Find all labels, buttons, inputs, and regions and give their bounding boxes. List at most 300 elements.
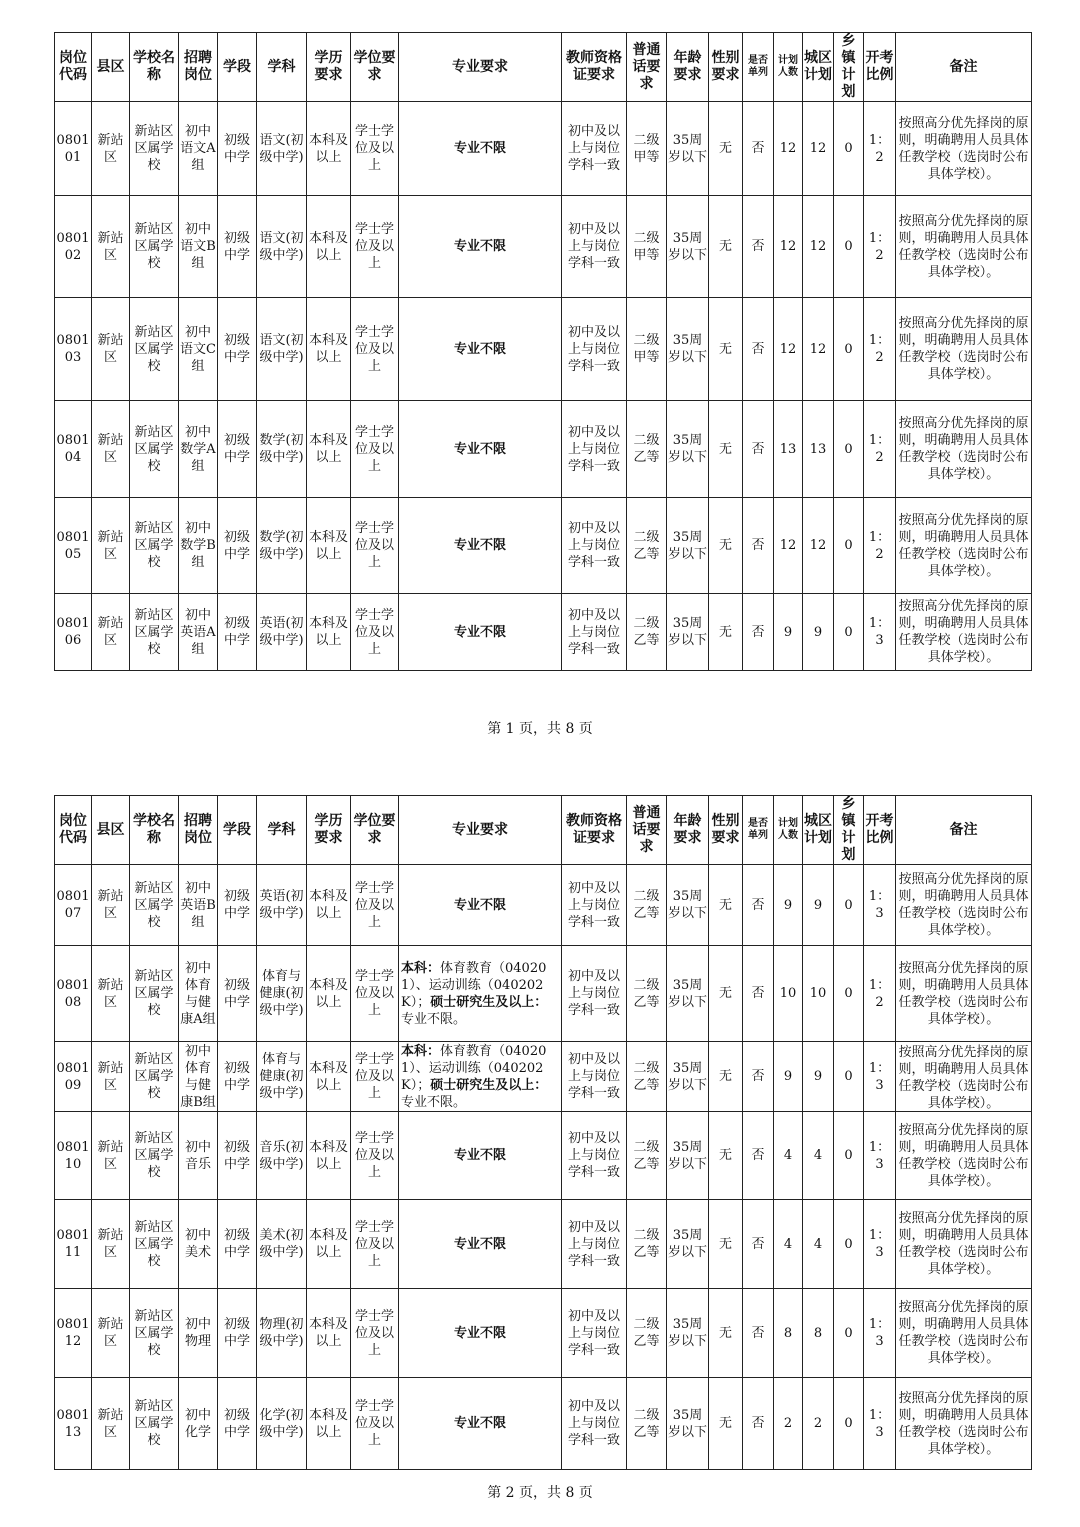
cell-code: 080104 [55, 401, 92, 498]
cell-school: 新站区区属学校 [130, 102, 179, 196]
cell-note [896, 594, 1032, 671]
cell-town: 0 [834, 865, 864, 946]
cell-town: 0 [834, 1200, 864, 1289]
cell-town: 0 [834, 1378, 864, 1470]
page-footer-1: 第 1 页，共 8 页 [487, 721, 593, 737]
table-row [55, 1112, 1032, 1200]
cell-county: 新站区 [92, 1112, 130, 1200]
table-row [55, 298, 1032, 401]
cell-single: 否 [743, 102, 774, 196]
cell-stage: 初级中学 [218, 1112, 257, 1200]
cell-degree: 学士学位及以上 [351, 498, 399, 594]
cell-county: 新站区 [92, 298, 130, 401]
major-major-b: 体育教育（040201）、运动训练（040202K）； [401, 960, 547, 1010]
cell-town: 0 [834, 1042, 864, 1112]
cell-major: 专业不限 [399, 865, 562, 946]
major-major-b: 体育教育（040201）、运动训练（040202K）； [401, 1043, 547, 1093]
note-text: 按照高分优先择岗的原则，明确聘用人员具体任教学校（选岗时公布具体学校）。 [898, 416, 1029, 482]
note-text: 按照高分优先择岗的原则，明确聘用人员具体任教学校（选岗时公布具体学校）。 [898, 599, 1029, 665]
cell-single: 否 [743, 1042, 774, 1112]
cell-stage: 初级中学 [218, 1289, 257, 1378]
table-row [55, 102, 1032, 196]
header-plan: 计划人数 [774, 796, 803, 865]
cell-age: 35周岁以下 [667, 594, 709, 671]
cell-subject: 语文(初级中学) [257, 298, 307, 401]
cell-single: 否 [743, 401, 774, 498]
cell-major: 专业不限 [399, 298, 562, 401]
table-page-2 [54, 795, 1031, 1470]
header-edu: 学历要求 [307, 796, 351, 865]
cell-county: 新站区 [92, 102, 130, 196]
cell-degree: 学士学位及以上 [351, 1200, 399, 1289]
cell-major: 专业不限 [399, 1112, 562, 1200]
cell-mandarin: 二级乙等 [627, 1289, 667, 1378]
note-text: 按照高分优先择岗的原则，明确聘用人员具体任教学校（选岗时公布具体学校）。 [898, 316, 1029, 382]
cell-major: 专业不限 [399, 102, 562, 196]
cell-plan: 12 [774, 102, 803, 196]
header-single: 是否单列 [743, 796, 774, 865]
cell-cert: 初中及以上与岗位学科一致 [562, 1200, 627, 1289]
cell-age: 35周岁以下 [667, 1200, 709, 1289]
cell-stage: 初级中学 [218, 102, 257, 196]
cell-age: 35周岁以下 [667, 102, 709, 196]
cell-single: 否 [743, 946, 774, 1042]
cell-ratio: 1：3 [864, 1289, 896, 1378]
cell-subject: 英语(初级中学) [257, 594, 307, 671]
cell-single: 否 [743, 1200, 774, 1289]
header-mandarin: 普通话要求 [627, 33, 667, 102]
cell-single: 否 [743, 594, 774, 671]
cell-mandarin: 二级乙等 [627, 1378, 667, 1470]
cell-code: 080101 [55, 102, 92, 196]
cell-county: 新站区 [92, 1200, 130, 1289]
cell-ratio: 1：2 [864, 196, 896, 298]
cell-edu: 本科及以上 [307, 865, 351, 946]
cell-gender: 无 [709, 1042, 743, 1112]
note-text: 按照高分优先择岗的原则，明确聘用人员具体任教学校（选岗时公布具体学校）。 [898, 213, 1029, 280]
cell-city: 12 [803, 498, 834, 594]
header-row [55, 33, 1032, 102]
cell-note [896, 401, 1032, 498]
cell-age: 35周岁以下 [667, 1378, 709, 1470]
header-plan: 计划人数 [774, 33, 803, 102]
cell-mandarin: 二级甲等 [627, 196, 667, 298]
cell-town: 0 [834, 594, 864, 671]
cell-post: 初中美术 [179, 1200, 218, 1289]
cell-city: 2 [803, 1378, 834, 1470]
cell-code: 080108 [55, 946, 92, 1042]
cell-subject: 体育与健康(初级中学) [257, 946, 307, 1042]
major-major-a: 本科： [401, 1043, 441, 1059]
cell-age: 35周岁以下 [667, 1042, 709, 1112]
header-edu: 学历要求 [307, 33, 351, 102]
cell-code: 080113 [55, 1378, 92, 1470]
cell-ratio: 1：3 [864, 1378, 896, 1470]
cell-stage: 初级中学 [218, 1200, 257, 1289]
cell-subject: 体育与健康(初级中学) [257, 1042, 307, 1112]
cell-gender: 无 [709, 401, 743, 498]
header-major: 专业要求 [399, 33, 562, 102]
cell-cert: 初中及以上与岗位学科一致 [562, 594, 627, 671]
cell-post: 初中体育与健康A组 [179, 946, 218, 1042]
cell-plan: 8 [774, 1289, 803, 1378]
header-county: 县区 [92, 33, 130, 102]
table-row [55, 946, 1032, 1042]
table-page-1 [54, 32, 1031, 671]
cell-stage: 初级中学 [218, 946, 257, 1042]
cell-mandarin: 二级甲等 [627, 298, 667, 401]
note-text: 按照高分优先择岗的原则，明确聘用人员具体任教学校（选岗时公布具体学校）。 [898, 1122, 1029, 1189]
cell-stage: 初级中学 [218, 498, 257, 594]
cell-mandarin: 二级甲等 [627, 102, 667, 196]
cell-city: 4 [803, 1112, 834, 1200]
note-text: 按照高分优先择岗的原则，明确聘用人员具体任教学校（选岗时公布具体学校）。 [898, 115, 1029, 182]
header-single: 是否单列 [743, 33, 774, 102]
cell-post: 初中语文C组 [179, 298, 218, 401]
cell-school: 新站区区属学校 [130, 1112, 179, 1200]
cell-single: 否 [743, 865, 774, 946]
cell-code: 080103 [55, 298, 92, 401]
header-degree: 学位要求 [351, 796, 399, 865]
cell-plan: 4 [774, 1200, 803, 1289]
cell-ratio: 1：3 [864, 865, 896, 946]
header-note: 备注 [896, 796, 1032, 865]
cell-post: 初中化学 [179, 1378, 218, 1470]
cell-single: 否 [743, 1378, 774, 1470]
cell-post: 初中数学A组 [179, 401, 218, 498]
table-row [55, 1289, 1032, 1378]
cell-city: 4 [803, 1200, 834, 1289]
cell-edu: 本科及以上 [307, 498, 351, 594]
cell-town: 0 [834, 298, 864, 401]
cell-age: 35周岁以下 [667, 865, 709, 946]
cell-major: 专业不限 [399, 594, 562, 671]
cell-mandarin: 二级乙等 [627, 946, 667, 1042]
cell-city: 13 [803, 401, 834, 498]
cell-degree: 学士学位及以上 [351, 298, 399, 401]
cell-plan: 9 [774, 594, 803, 671]
cell-mandarin: 二级乙等 [627, 594, 667, 671]
header-post: 招聘岗位 [179, 33, 218, 102]
cell-cert: 初中及以上与岗位学科一致 [562, 102, 627, 196]
cell-edu: 本科及以上 [307, 1200, 351, 1289]
cell-county: 新站区 [92, 401, 130, 498]
cell-subject: 化学(初级中学) [257, 1378, 307, 1470]
note-text: 按照高分优先择岗的原则，明确聘用人员具体任教学校（选岗时公布具体学校）。 [898, 512, 1029, 579]
cell-degree: 学士学位及以上 [351, 102, 399, 196]
cell-gender: 无 [709, 102, 743, 196]
major-major-d: 专业不限。 [401, 1011, 467, 1027]
cell-ratio: 1：3 [864, 1112, 896, 1200]
cell-mandarin: 二级乙等 [627, 1042, 667, 1112]
cell-gender: 无 [709, 865, 743, 946]
header-county: 县区 [92, 796, 130, 865]
cell-code: 080110 [55, 1112, 92, 1200]
cell-plan: 10 [774, 946, 803, 1042]
cell-subject: 物理(初级中学) [257, 1289, 307, 1378]
cell-cert: 初中及以上与岗位学科一致 [562, 401, 627, 498]
major-major-a: 本科： [401, 960, 441, 976]
cell-mandarin: 二级乙等 [627, 865, 667, 946]
cell-stage: 初级中学 [218, 865, 257, 946]
cell-edu: 本科及以上 [307, 1042, 351, 1112]
cell-subject: 美术(初级中学) [257, 1200, 307, 1289]
cell-edu: 本科及以上 [307, 1378, 351, 1470]
cell-school: 新站区区属学校 [130, 1289, 179, 1378]
cell-ratio: 1：2 [864, 102, 896, 196]
cell-subject: 音乐(初级中学) [257, 1112, 307, 1200]
cell-stage: 初级中学 [218, 298, 257, 401]
cell-single: 否 [743, 1112, 774, 1200]
cell-single: 否 [743, 298, 774, 401]
header-post: 招聘岗位 [179, 796, 218, 865]
cell-single: 否 [743, 498, 774, 594]
header-school: 学校名称 [130, 796, 179, 865]
cell-stage: 初级中学 [218, 1042, 257, 1112]
cell-plan: 4 [774, 1112, 803, 1200]
header-gender: 性别要求 [709, 796, 743, 865]
cell-school: 新站区区属学校 [130, 1042, 179, 1112]
cell-cert: 初中及以上与岗位学科一致 [562, 1042, 627, 1112]
header-mandarin: 普通话要求 [627, 796, 667, 865]
header-ratio: 开考比例 [864, 796, 896, 865]
cell-note [896, 865, 1032, 946]
cell-note [896, 498, 1032, 594]
cell-county: 新站区 [92, 196, 130, 298]
cell-subject: 语文(初级中学) [257, 102, 307, 196]
header-stage: 学段 [218, 796, 257, 865]
cell-post: 初中物理 [179, 1289, 218, 1378]
table-row [55, 594, 1032, 671]
cell-plan: 9 [774, 1042, 803, 1112]
cell-degree: 学士学位及以上 [351, 946, 399, 1042]
cell-town: 0 [834, 1112, 864, 1200]
note-text: 按照高分优先择岗的原则，明确聘用人员具体任教学校（选岗时公布具体学校）。 [898, 1390, 1029, 1457]
cell-school: 新站区区属学校 [130, 498, 179, 594]
cell-subject: 数学(初级中学) [257, 401, 307, 498]
cell-plan: 9 [774, 865, 803, 946]
cell-major: 专业不限 [399, 401, 562, 498]
cell-county: 新站区 [92, 1042, 130, 1112]
header-age: 年龄要求 [667, 796, 709, 865]
cell-note [896, 1289, 1032, 1378]
header-gender: 性别要求 [709, 33, 743, 102]
cell-stage: 初级中学 [218, 594, 257, 671]
cell-degree: 学士学位及以上 [351, 865, 399, 946]
cell-subject: 语文(初级中学) [257, 196, 307, 298]
cell-edu: 本科及以上 [307, 196, 351, 298]
cell-edu: 本科及以上 [307, 594, 351, 671]
cell-gender: 无 [709, 1200, 743, 1289]
cell-degree: 学士学位及以上 [351, 1042, 399, 1112]
header-city: 城区计划 [803, 796, 834, 865]
cell-plan: 12 [774, 498, 803, 594]
major-major-c: 硕士研究生及以上： [430, 994, 548, 1010]
cell-post: 初中语文A组 [179, 102, 218, 196]
cell-note [896, 102, 1032, 196]
cell-county: 新站区 [92, 1289, 130, 1378]
cell-gender: 无 [709, 298, 743, 401]
cell-stage: 初级中学 [218, 1378, 257, 1470]
header-subject: 学科 [257, 796, 307, 865]
cell-age: 35周岁以下 [667, 298, 709, 401]
cell-major: 专业不限 [399, 1200, 562, 1289]
header-note: 备注 [896, 33, 1032, 102]
cell-code: 080105 [55, 498, 92, 594]
cell-city: 12 [803, 102, 834, 196]
cell-school: 新站区区属学校 [130, 594, 179, 671]
cell-gender: 无 [709, 196, 743, 298]
cell-degree: 学士学位及以上 [351, 196, 399, 298]
cell-ratio: 1：2 [864, 298, 896, 401]
header-ratio: 开考比例 [864, 33, 896, 102]
note-text: 按照高分优先择岗的原则，明确聘用人员具体任教学校（选岗时公布具体学校）。 [898, 960, 1029, 1027]
page-footer-2: 第 2 页，共 8 页 [487, 1485, 593, 1501]
header-code: 岗位代码 [55, 33, 92, 102]
cell-post: 初中英语A组 [179, 594, 218, 671]
cell-plan: 2 [774, 1378, 803, 1470]
cell-cert: 初中及以上与岗位学科一致 [562, 865, 627, 946]
cell-major [399, 1042, 562, 1112]
cell-cert: 初中及以上与岗位学科一致 [562, 196, 627, 298]
cell-major: 专业不限 [399, 1378, 562, 1470]
cell-ratio: 1：3 [864, 1042, 896, 1112]
cell-post: 初中音乐 [179, 1112, 218, 1200]
cell-mandarin: 二级乙等 [627, 498, 667, 594]
cell-town: 0 [834, 102, 864, 196]
cell-school: 新站区区属学校 [130, 1378, 179, 1470]
table-row [55, 1378, 1032, 1470]
cell-town: 0 [834, 196, 864, 298]
cell-subject: 英语(初级中学) [257, 865, 307, 946]
table-row [55, 196, 1032, 298]
cell-age: 35周岁以下 [667, 1112, 709, 1200]
cell-edu: 本科及以上 [307, 401, 351, 498]
cell-code: 080107 [55, 865, 92, 946]
header-cert: 教师资格证要求 [562, 33, 627, 102]
header-subject: 学科 [257, 33, 307, 102]
cell-post: 初中语文B组 [179, 196, 218, 298]
note-text: 按照高分优先择岗的原则，明确聘用人员具体任教学校（选岗时公布具体学校）。 [898, 1211, 1029, 1277]
cell-major: 专业不限 [399, 196, 562, 298]
cell-note [896, 196, 1032, 298]
cell-age: 35周岁以下 [667, 1289, 709, 1378]
cell-age: 35周岁以下 [667, 946, 709, 1042]
cell-ratio: 1：3 [864, 594, 896, 671]
cell-town: 0 [834, 498, 864, 594]
cell-cert: 初中及以上与岗位学科一致 [562, 1289, 627, 1378]
cell-stage: 初级中学 [218, 401, 257, 498]
cell-edu: 本科及以上 [307, 102, 351, 196]
cell-mandarin: 二级乙等 [627, 1112, 667, 1200]
note-text: 按照高分优先择岗的原则，明确聘用人员具体任教学校（选岗时公布具体学校）。 [898, 872, 1029, 938]
cell-degree: 学士学位及以上 [351, 594, 399, 671]
cell-gender: 无 [709, 1378, 743, 1470]
header-city: 城区计划 [803, 33, 834, 102]
cell-post: 初中英语B组 [179, 865, 218, 946]
cell-cert: 初中及以上与岗位学科一致 [562, 298, 627, 401]
cell-age: 35周岁以下 [667, 401, 709, 498]
table-row [55, 498, 1032, 594]
header-cert: 教师资格证要求 [562, 796, 627, 865]
cell-degree: 学士学位及以上 [351, 1112, 399, 1200]
cell-school: 新站区区属学校 [130, 401, 179, 498]
cell-note [896, 1378, 1032, 1470]
cell-cert: 初中及以上与岗位学科一致 [562, 1378, 627, 1470]
cell-city: 9 [803, 594, 834, 671]
header-major: 专业要求 [399, 796, 562, 865]
table-row [55, 1042, 1032, 1112]
note-text: 按照高分优先择岗的原则，明确聘用人员具体任教学校（选岗时公布具体学校）。 [898, 1044, 1029, 1110]
cell-major: 专业不限 [399, 498, 562, 594]
cell-note [896, 1200, 1032, 1289]
cell-plan: 12 [774, 196, 803, 298]
recruitment-table-2 [54, 795, 1032, 1470]
cell-plan: 13 [774, 401, 803, 498]
cell-single: 否 [743, 1289, 774, 1378]
cell-mandarin: 二级乙等 [627, 401, 667, 498]
cell-ratio: 1：2 [864, 401, 896, 498]
cell-city: 9 [803, 865, 834, 946]
cell-gender: 无 [709, 1289, 743, 1378]
header-row [55, 796, 1032, 865]
cell-post: 初中数学B组 [179, 498, 218, 594]
cell-school: 新站区区属学校 [130, 946, 179, 1042]
cell-county: 新站区 [92, 946, 130, 1042]
cell-single: 否 [743, 196, 774, 298]
cell-subject: 数学(初级中学) [257, 498, 307, 594]
header-school: 学校名称 [130, 33, 179, 102]
cell-note [896, 1112, 1032, 1200]
cell-post: 初中体育与健康B组 [180, 1043, 216, 1110]
cell-edu: 本科及以上 [307, 1112, 351, 1200]
header-degree: 学位要求 [351, 33, 399, 102]
cell-town: 0 [834, 401, 864, 498]
cell-county: 新站区 [92, 498, 130, 594]
cell-age: 35周岁以下 [667, 498, 709, 594]
header-town: 乡镇计划 [834, 796, 864, 865]
table-row [55, 1200, 1032, 1289]
cell-ratio: 1：2 [864, 946, 896, 1042]
cell-town: 0 [834, 1289, 864, 1378]
cell-code: 080106 [55, 594, 92, 671]
cell-note [896, 946, 1032, 1042]
header-code: 岗位代码 [55, 796, 92, 865]
cell-plan: 12 [774, 298, 803, 401]
cell-major: 专业不限 [399, 1289, 562, 1378]
cell-gender: 无 [709, 946, 743, 1042]
cell-cert: 初中及以上与岗位学科一致 [562, 1112, 627, 1200]
cell-note [896, 1042, 1032, 1112]
cell-city: 10 [803, 946, 834, 1042]
cell-code: 080111 [55, 1200, 92, 1289]
header-stage: 学段 [218, 33, 257, 102]
cell-school: 新站区区属学校 [130, 1200, 179, 1289]
cell-gender: 无 [709, 594, 743, 671]
cell-cert: 初中及以上与岗位学科一致 [562, 946, 627, 1042]
cell-school: 新站区区属学校 [130, 865, 179, 946]
cell-ratio: 1：3 [864, 1200, 896, 1289]
cell-degree: 学士学位及以上 [351, 1289, 399, 1378]
cell-cert: 初中及以上与岗位学科一致 [562, 498, 627, 594]
cell-county: 新站区 [92, 865, 130, 946]
cell-ratio: 1：2 [864, 498, 896, 594]
cell-county: 新站区 [92, 594, 130, 671]
cell-edu: 本科及以上 [307, 946, 351, 1042]
cell-note [896, 298, 1032, 401]
cell-code: 080109 [55, 1042, 92, 1112]
cell-city: 9 [803, 1042, 834, 1112]
